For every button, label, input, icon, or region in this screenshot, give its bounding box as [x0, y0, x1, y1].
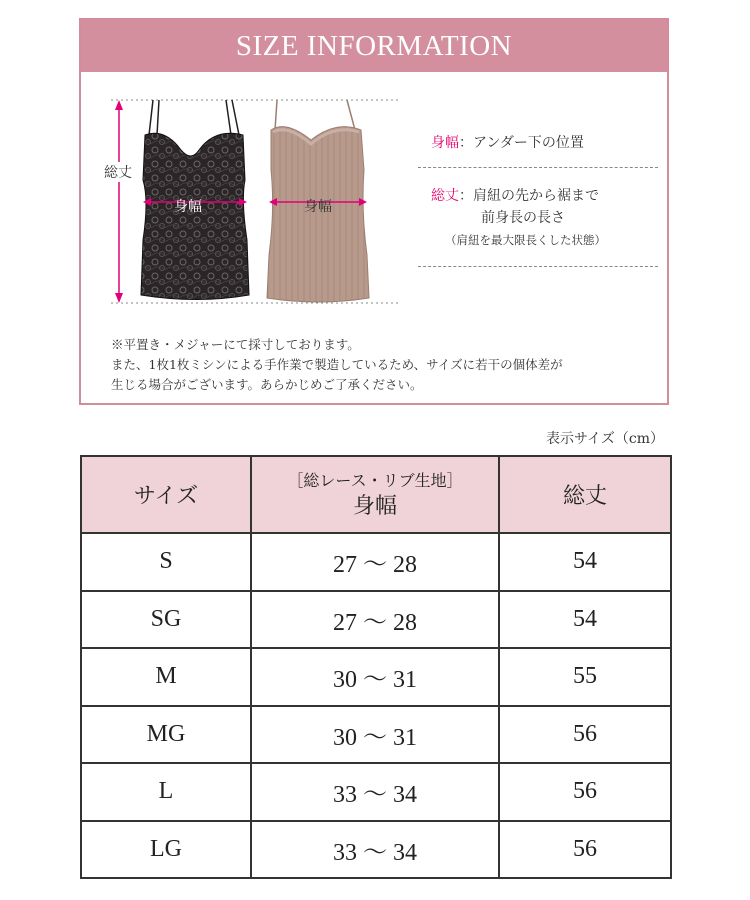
width-legend-term: 身幅: [431, 135, 459, 151]
panel-title: SIZE INFORMATION: [81, 20, 667, 72]
width-diagram-label-left: 身幅: [174, 199, 202, 215]
cell-size: S: [81, 533, 251, 591]
length-legend-desc-1: 肩紐の先から裾まで: [473, 188, 599, 204]
garment-diagram: [81, 90, 411, 350]
cell-size: LG: [81, 821, 251, 879]
table-row: [81, 763, 671, 821]
length-legend-desc-2: 前身長の長さ: [481, 210, 565, 226]
table-row: [81, 706, 671, 764]
table-row: [81, 533, 671, 591]
unit-label: 表示サイズ（cm）: [546, 431, 664, 447]
table-header-row: [81, 456, 671, 533]
header-size: サイズ: [81, 456, 251, 533]
cell-length: 56: [499, 763, 671, 821]
cell-size: L: [81, 763, 251, 821]
cell-length: 56: [499, 821, 671, 879]
cell-length: 55: [499, 648, 671, 706]
size-info-panel: [79, 18, 669, 405]
cell-length: 54: [499, 533, 671, 591]
length-legend: 総丈：肩紐の先から裾まで 前身長の長さ （肩紐を最大限長くした状態）: [431, 185, 606, 251]
width-legend: 身幅：アンダー下の位置: [431, 135, 584, 151]
cell-width: 30 〜 31: [251, 706, 499, 764]
cell-width: 27 〜 28: [251, 591, 499, 649]
length-diagram-label: 総丈: [103, 162, 133, 182]
table-row: [81, 648, 671, 706]
cell-size: M: [81, 648, 251, 706]
length-legend-note: （肩紐を最大限長くした状態）: [445, 233, 606, 247]
table-row: [81, 821, 671, 879]
panel-body: [81, 72, 667, 403]
measurement-note: ※平置き・メジャーにて採寸しております。 また、1枚1枚ミシンによる手作業で製造しているため、サイズに若干の個体差が 生じる場合がございます。あらかじめご了承ください。: [111, 337, 563, 392]
cell-width: 27 〜 28: [251, 533, 499, 591]
cell-width: 33 〜 34: [251, 821, 499, 879]
cell-size: SG: [81, 591, 251, 649]
cell-size: MG: [81, 706, 251, 764]
width-legend-desc: アンダー下の位置: [473, 135, 584, 151]
length-legend-term: 総丈: [431, 188, 459, 204]
cell-width: 30 〜 31: [251, 648, 499, 706]
size-table: [80, 455, 672, 879]
cell-length: 54: [499, 591, 671, 649]
header-width: ［総レース・リブ生地］ 身幅: [251, 456, 499, 533]
table-row: [81, 591, 671, 649]
cell-length: 56: [499, 706, 671, 764]
cell-width: 33 〜 34: [251, 763, 499, 821]
header-length: 総丈: [499, 456, 671, 533]
width-diagram-label-right: 身幅: [304, 199, 332, 215]
